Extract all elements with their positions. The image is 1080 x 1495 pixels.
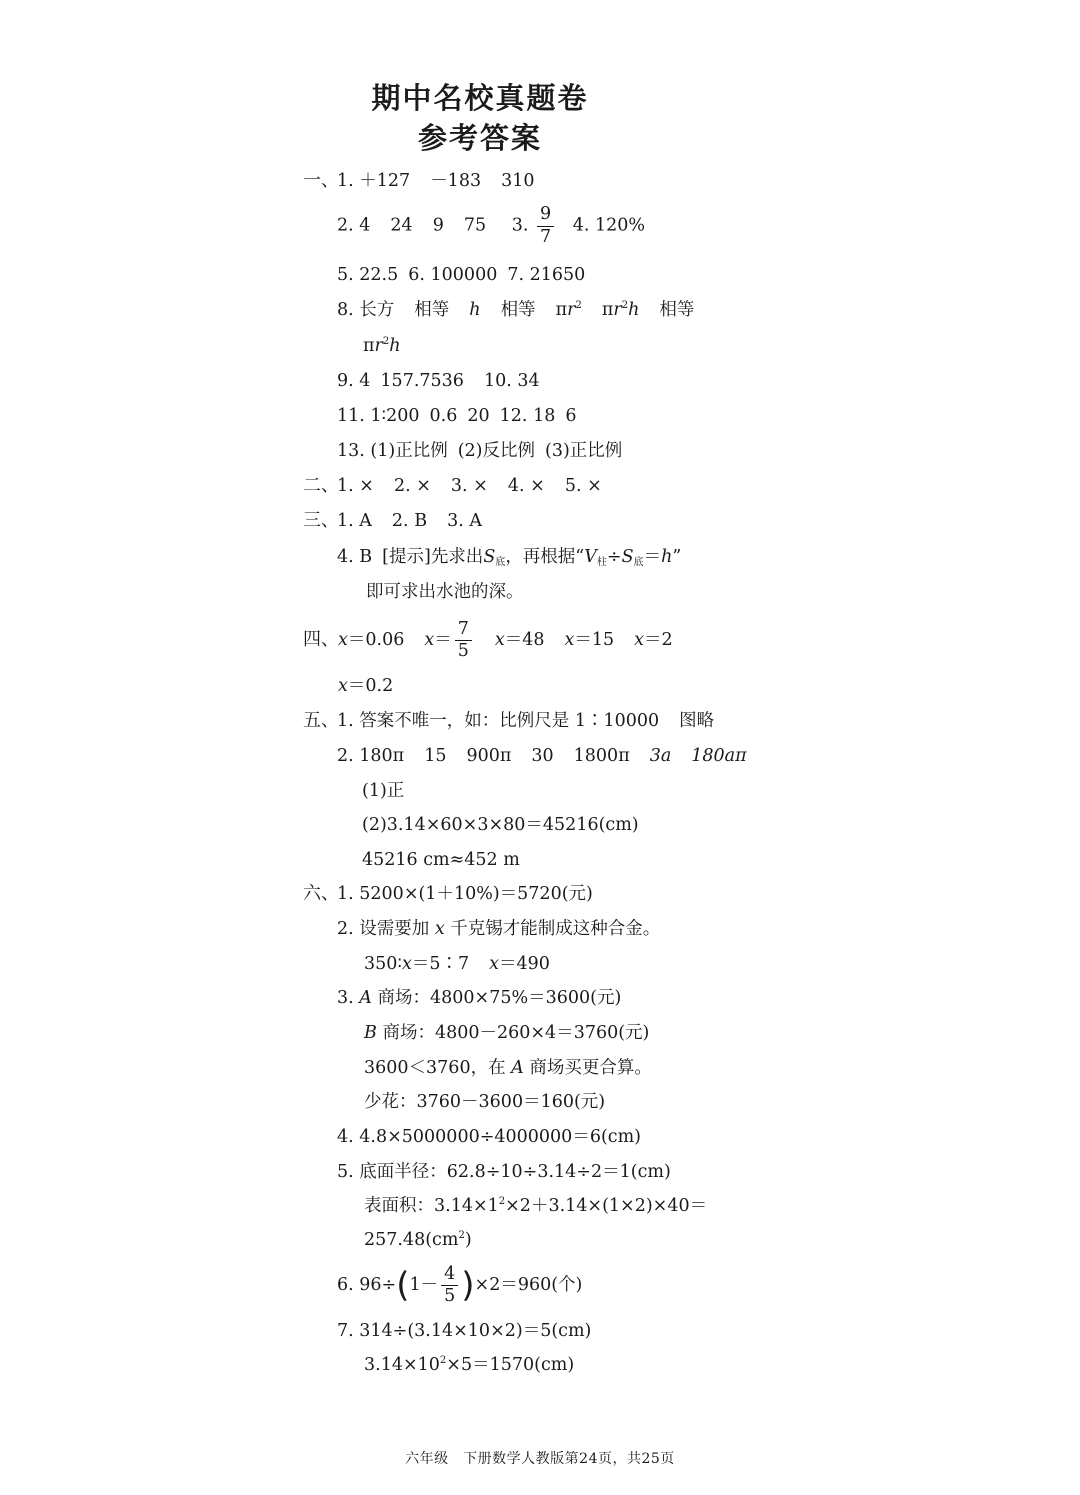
s6-q3: 3. A 商场：4800×75%＝3600(元): [337, 988, 622, 1008]
section-marker-6: 六、: [303, 883, 339, 904]
s1-q8: 8. 长方 相等 h 相等 $\pi r^2$ $\pi r^2h$ 相等: [337, 300, 695, 320]
page-footer: 六年级 下册数学人教版第24页，共25页: [405, 1451, 675, 1467]
s3-q4: 4. B [提示]先求出$S_底$，再根据“$V_柱\div S_底=h$”: [337, 547, 682, 568]
fraction-9-7: $\frac{9}{7}$: [537, 206, 554, 246]
section-marker-4: 四、: [303, 629, 339, 650]
s5-q1: 1. 答案不唯一，如：比例尺是 1∶10000 图略: [337, 711, 715, 731]
s1-q2-q4: 2. 4 24 9 75 3. $\frac{9}{7}$ 4. 120%: [337, 204, 646, 247]
s1-q1: 1. ＋127 －183 310: [337, 171, 535, 191]
fraction-4-5: $\frac{4}{5}$: [441, 1266, 458, 1306]
s6-q5: 5. 底面半径：62.8÷10÷3.14÷2＝1(cm): [337, 1162, 671, 1182]
s5-q2-line4: 45216 cm≈452 m: [362, 850, 520, 870]
s4-answers: x＝0.06 x＝ $\frac{7}{5}$ x＝48 x＝15 x＝2: [338, 618, 673, 661]
s6-q2-line2: 350∶x＝5∶7 x＝490: [364, 954, 550, 974]
s6-q3-line4: 少花：3760－3600＝160(元): [364, 1092, 606, 1112]
s1-q13: 13. (1)正比例 (2)反比例 (3)正比例: [337, 441, 623, 461]
fraction-7-5: $\frac{7}{5}$: [455, 621, 472, 661]
s6-q4: 4. 4.8×5000000÷4000000＝6(cm): [337, 1127, 641, 1147]
s3-q1-q3: 1. A 2. B 3. A: [337, 511, 482, 531]
s6-q3-line3: 3600＜3760，在 A 商场买更合算。: [364, 1058, 652, 1078]
section-marker-2: 二、: [303, 475, 339, 496]
s1-q8-cont: $\pi r^2h$: [363, 336, 401, 356]
page-subtitle: 参考答案: [417, 121, 542, 155]
s1-q9-q10: 9. 4 157.7536 10. 34: [337, 371, 540, 391]
s6-q5-line2: 表面积：$3.14\times 1^2\times 2+3.14\times(1\times 2)\times 40=$: [364, 1196, 708, 1216]
s6-q7: 7. 314÷(3.14×10×2)＝5(cm): [337, 1321, 592, 1341]
s1-q5-q7: 5. 22.5 6. 100000 7. 21650: [337, 265, 586, 285]
section-marker-5: 五、: [303, 710, 339, 731]
s3-q4-cont: 即可求出水池的深。: [366, 582, 524, 602]
s4-answers-cont: x＝0.2: [338, 676, 394, 696]
section-marker-3: 三、: [303, 510, 339, 531]
s6-q5-line3: $257.48(cm^2)$: [364, 1230, 472, 1250]
page-title: 期中名校真题卷: [371, 81, 589, 115]
s5-q2-line2: (1)正: [362, 781, 405, 801]
s6-q3-line2: B 商场：4800－260×4＝3760(元): [364, 1023, 650, 1043]
s5-q2: 2. 180π 15 900π 30 1800π 3a 180aπ: [337, 746, 747, 766]
s5-q2-line3: (2)3.14×60×3×80＝45216(cm): [362, 815, 639, 835]
s6-q7-line2: $3.14\times 10^2\times 5=1570(cm)$: [364, 1355, 575, 1375]
section-marker-1: 一、: [303, 170, 339, 191]
s6-q6: 6. 96÷(1－ $\frac{4}{5}$ )×2＝960(个): [337, 1263, 583, 1306]
s2-answers: 1. × 2. × 3. × 4. × 5. ×: [337, 476, 602, 496]
s1-q11-q12: 11. 1∶200 0.6 20 12. 18 6: [337, 406, 577, 426]
s6-q2: 2. 设需要加 x 千克锡才能制成这种合金。: [337, 919, 661, 939]
s6-q1: 1. 5200×(1＋10%)＝5720(元): [337, 884, 593, 904]
